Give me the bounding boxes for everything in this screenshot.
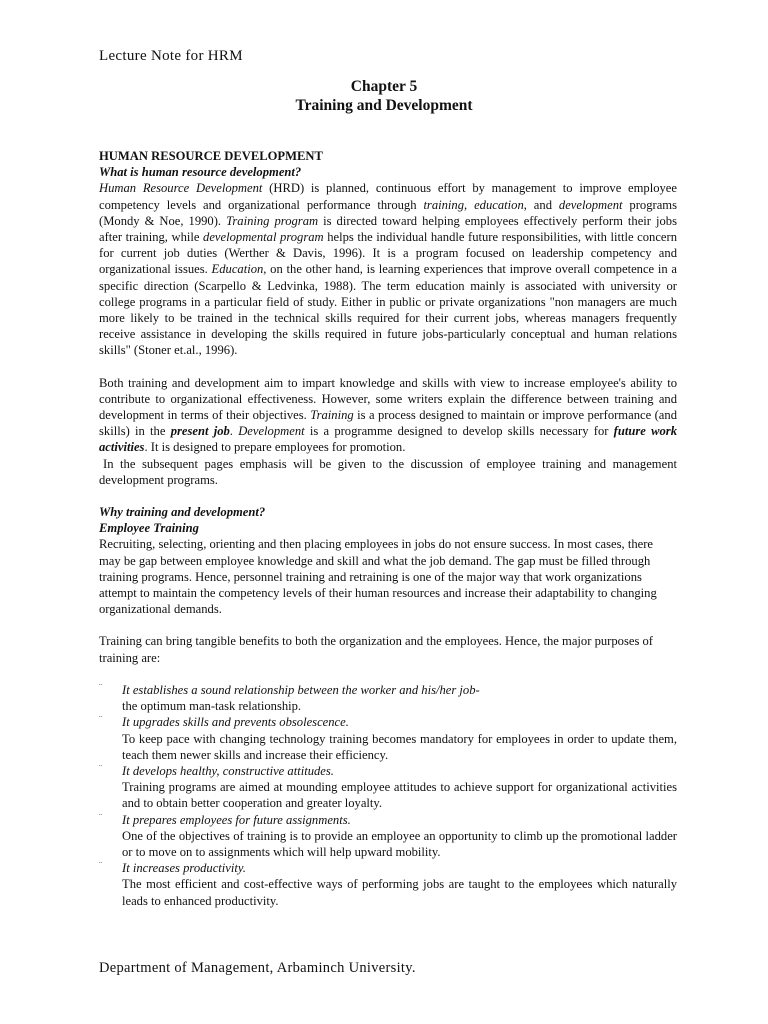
term-training: Training (310, 408, 354, 423)
text-span: Both training and development aim to impart knowledge and skills with view to increase employee's ability to contribute to organizational effectiveness. However, some writers explain the difference between training and development in terms of their objectives. (99, 375, 677, 423)
text-span: , on the other hand, is learning experiences that improve overall competence in a specific direction (Scarpello & Ledvinka, 1988). The term education mainly is associated with university or college programs in a particular field of study. Either in public or private organizations "non managers are much more likely to be trained in the technical skills required for their current jobs, whereas managers frequently receive assistance in developing the skills required in future jobs-particularly conceptual and human relations skills" (Stoner et.al., 1996). (99, 262, 677, 358)
text-span: helps the individual handle future responsibilities, with little concern for current job duties (Werther & Davis, 1996). It is a program focused on leadership competency and organizational issues. (99, 230, 678, 277)
document-body (99, 148, 677, 909)
term-training-education: training, education (423, 197, 524, 212)
text-span: . It is designed to prepare employees for promotion. (144, 440, 406, 455)
list-item (99, 860, 677, 909)
text-span: is directed toward helping employees effectively perform their jobs after training, while (99, 213, 677, 245)
text-span: is a process designed to maintain or improve performance (and skills) in the (99, 408, 677, 439)
list-item-title: It prepares employees for future assignments. (122, 812, 351, 827)
bullet-icon: ¨ (99, 762, 102, 773)
text-span: (HRD) is planned, continuous effort by management to improve employee competency levels and organizational performance through (99, 181, 677, 212)
term-future-work-activities: future work activities (99, 424, 677, 455)
list-item-description: The most efficient and cost-effective ways of performing jobs are taught to the employees which naturally leads to enhanced productivity. (122, 877, 677, 908)
term-present-job: present job (170, 424, 230, 439)
bullet-icon: ¨ (99, 681, 102, 692)
subheading-employee-training: Employee Training (99, 521, 199, 536)
text-span: is a programme designed to develop skills necessary for (304, 424, 614, 439)
list-item-description: One of the objectives of training is to provide an employee an opportunity to climb up the promotional ladder or to move on to assignments which will help upward mobility. (122, 828, 677, 859)
term-developmental-program: developmental program (203, 230, 324, 245)
list-item (99, 763, 677, 812)
term-education: Education (211, 262, 264, 277)
paragraph-hrd-definition (99, 180, 677, 358)
list-item-title: It increases productivity. (122, 861, 246, 876)
bullet-icon: ¨ (99, 860, 102, 871)
paragraph-training-vs-development (99, 375, 677, 456)
bullet-icon: ¨ (99, 811, 102, 822)
text-span: programs (Mondy & Noe, 1990). (99, 197, 677, 228)
section-heading: HUMAN RESOURCE DEVELOPMENT (99, 149, 323, 163)
chapter-number: Chapter 5 (350, 78, 418, 95)
term-development: development (558, 197, 623, 212)
page-footer: Department of Management, Arbaminch University. (99, 960, 416, 976)
text-span: , and (523, 197, 559, 212)
list-item (99, 812, 677, 861)
chapter-title: Training and Development (295, 97, 473, 114)
question-heading-hrd: What is human resource development? (99, 165, 302, 180)
paragraph-tangible-benefits: Training can bring tangible benefits to both the organization and the employees. Hence, the major purposes of training are: (99, 634, 653, 665)
list-item (99, 714, 677, 763)
term-development: Development (238, 424, 305, 439)
list-item-title: It upgrades skills and prevents obsolescence. (122, 715, 349, 730)
term-hrd: Human Resource Development (99, 181, 263, 196)
text-span: . (229, 424, 239, 439)
paragraph-subsequent-pages: In the subsequent pages emphasis will be given to the discussion of employee training and management development programs. (99, 456, 677, 487)
list-item-title: It establishes a sound relationship between the worker and his/her job- (122, 682, 480, 697)
bullet-icon: ¨ (99, 714, 102, 725)
list-item-description: Training programs are aimed at mounding employee attitudes to achieve support for organizational activities and to obtain better cooperation and greater loyalty. (122, 780, 677, 811)
paragraph-recruiting: Recruiting, selecting, orienting and then placing employees in jobs do not ensure success. In most cases, there may be gap between employee knowledge and skill and what the job demand. The gap must be filled through training programs. Hence, personnel training and retraining is one of the major way that work organizations attempt to maintain the competency levels of their human resources and increase their adaptability to changing organizational demands. (99, 537, 657, 617)
list-item-title: It develops healthy, constructive attitudes. (122, 763, 334, 778)
list-item-description: To keep pace with changing technology training becomes mandatory for employees in order to update them, teach them newer skills and increase their efficiency. (122, 731, 677, 762)
list-item (99, 682, 677, 714)
question-heading-why: Why training and development? (99, 505, 266, 520)
page-header: Lecture Note for HRM (99, 48, 243, 64)
list-item-description: the optimum man-task relationship. (122, 699, 302, 714)
term-training-program: Training program (226, 213, 319, 228)
